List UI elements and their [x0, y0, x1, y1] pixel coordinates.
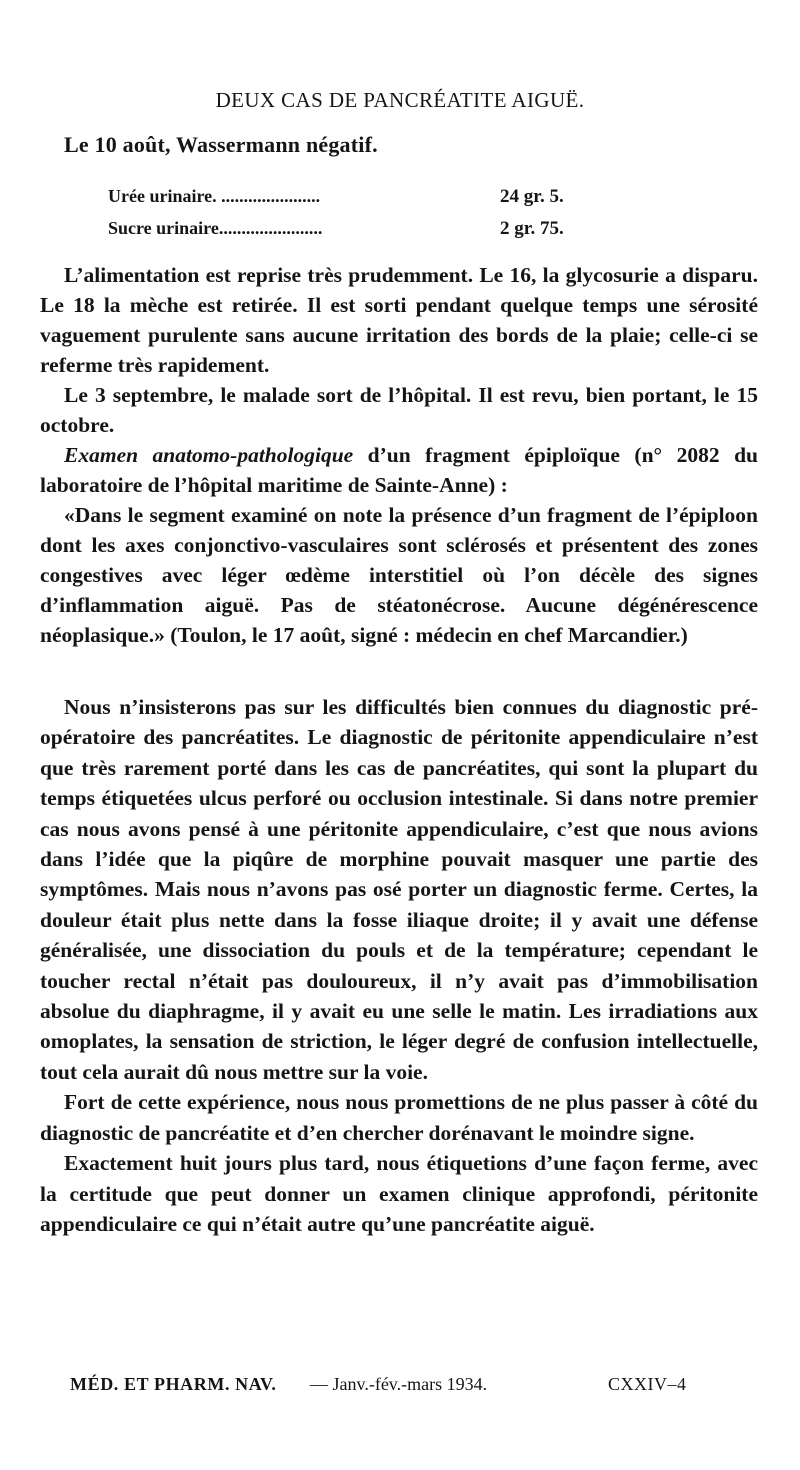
paragraph: L’alimentation est reprise très prudemment. Le 16, la glycosurie a disparu. Le 18 la mèche est retirée. Il est sorti pendant quelque temps une sérosité vaguement purulente sans aucune irritation des bords de la plaie; celle-ci se referme très rapidement. [40, 263, 758, 377]
measurement-value: 2 gr. 75. [500, 218, 564, 239]
footer-signature: CXXIV–4 [608, 1374, 687, 1394]
footer-journal: MÉD. ET PHARM. NAV. [70, 1374, 277, 1394]
footer-date: — Janv.-fév.-mars 1934. [310, 1374, 488, 1394]
paragraph [40, 440, 758, 500]
lead-line: Le 10 août, Wassermann négatif. [64, 132, 378, 157]
measurement-value: 24 gr. 5. [500, 186, 564, 207]
paragraph: Exactement huit jours plus tard, nous étiquetions d’une façon ferme, avec la certitude que peut donner un examen clinique approfondi, péritonite appendiculaire ce qui n’était autre qu’une pancréatite aiguë. [40, 1151, 758, 1236]
paragraph: Le 3 septembre, le malade sort de l’hôpital. Il est revu, bien portant, le 15 octobre. [40, 383, 758, 437]
italic-heading: Examen anatomo-pathologique [64, 443, 354, 467]
paragraph: Fort de cette expérience, nous nous promettions de ne plus passer à côté du diagnostic de pancréatite et d’en chercher dorénavant le moindre signe. [40, 1090, 758, 1145]
paragraph-text: d’un fragment épiploïque (n° 2082 du laboratoire de l’hôpital maritime de Sainte-Anne) : [40, 443, 758, 497]
discussion-section [40, 692, 758, 1239]
quoted-report: «Dans le segment examiné on note la présence d’un fragment de l’épiploon dont les axes conjonctivo-vasculaires sont sclérosés et présentent des zones congestives avec léger œdème interstitiel où l’on décèle des signes d’inflammation aiguë. Pas de stéatonécrose. Aucune dégénérescence néoplasique.» (Toulon, le 17 août, signé : médecin en chef Marcandier.) [40, 503, 758, 647]
measurement-label: Urée urinaire. ...................... [108, 186, 321, 206]
paragraph: Nous n’insisterons pas sur les difficultés bien connues du diagnostic pré-opératoire des pancréatites. Le diagnostic de péritonite appendiculaire n’est que très rarement porté dans les cas de pancréatites, qui sont la plupart du temps étiquetées ulcus perforé ou occlusion intestinale. Si dans notre premier cas nous avons pensé à une péritonite appendiculaire, c’est que nous avions dans l’idée que la piqûre de morphine pouvait masquer une partie des symptômes. Mais nous n’avons pas osé porter un diagnostic ferme. Certes, la douleur était plus nette dans la fosse iliaque droite; il y avait une défense généralisée, une dissociation du pouls et de la température; cependant le toucher rectal n’était pas douloureux, il n’y avait pas d’immobilisation absolue du diaphragme, il y avait eu une selle le matin. Les irradiations aux omoplates, la sensation de striction, le léger degré de confusion intellectuelle, tout cela aurait dû nous mettre sur la voie. [40, 695, 758, 1084]
case-followup-section [40, 260, 758, 650]
measurement-label: Sucre urinaire....................... [108, 218, 323, 238]
running-title: DEUX CAS DE PANCRÉATITE AIGUË. [215, 88, 585, 112]
